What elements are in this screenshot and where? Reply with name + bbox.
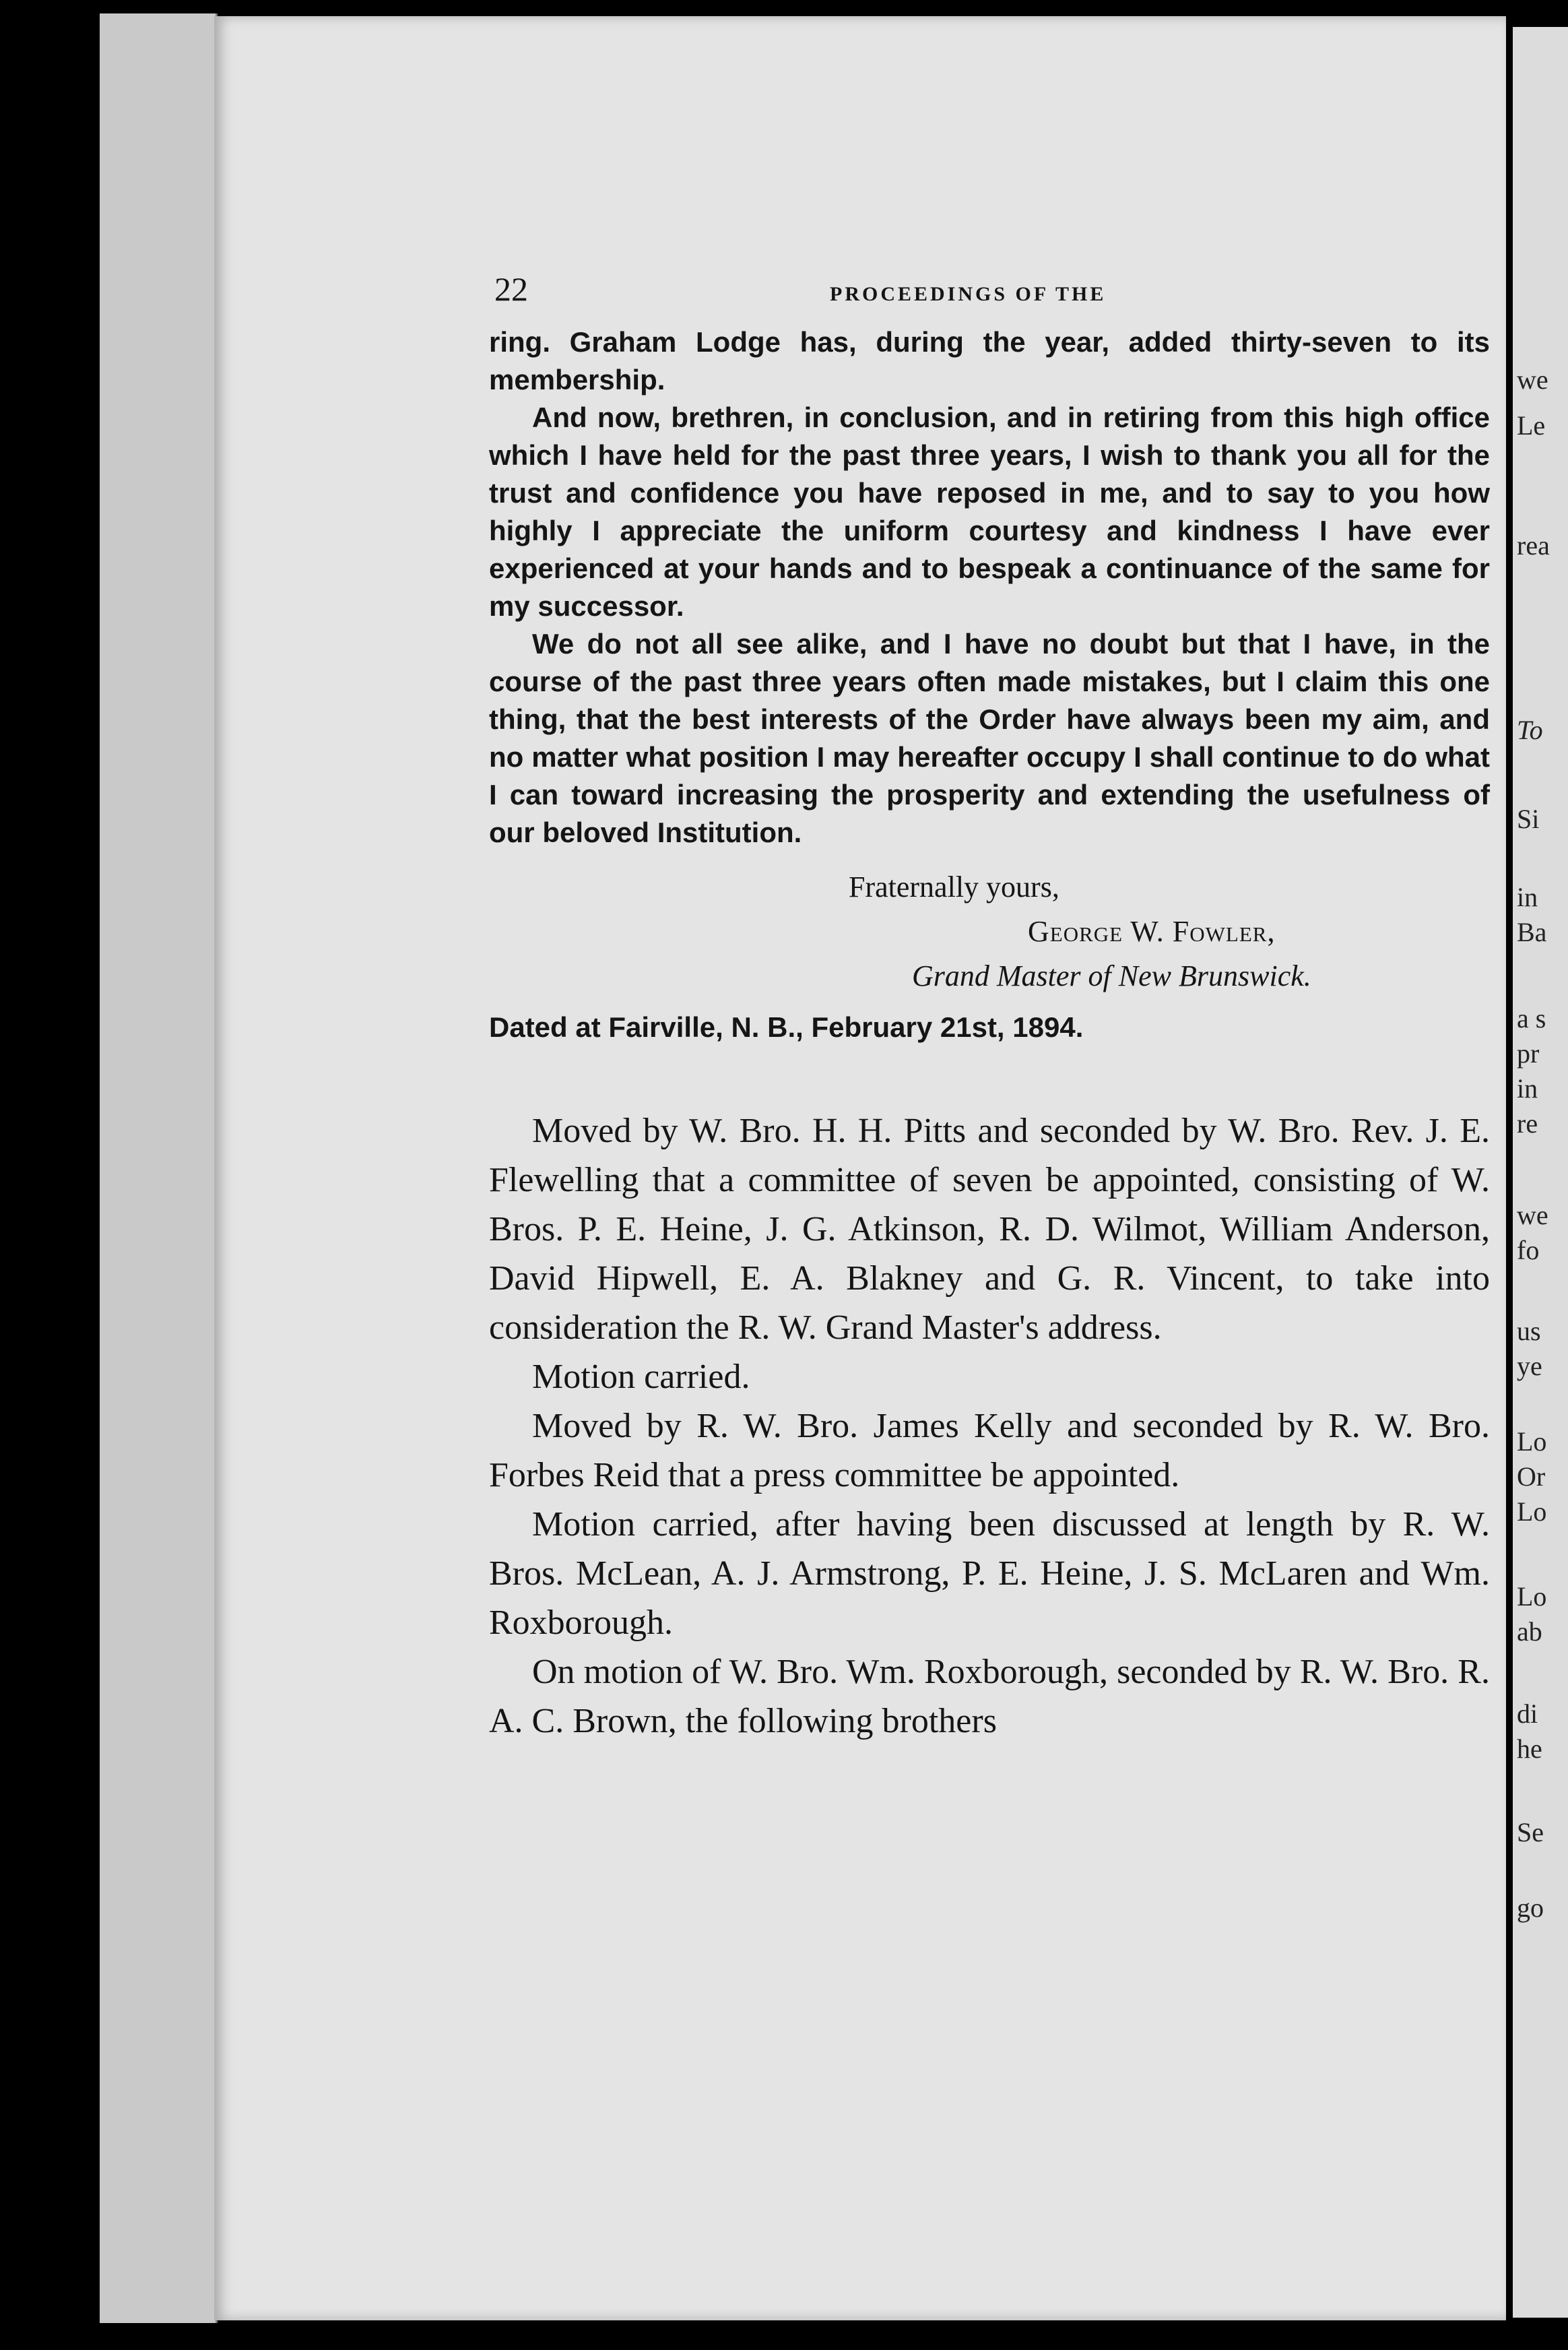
letter-paragraph: ring. Graham Lodge has, during the year, added thirty-seven to its membership. (489, 326, 1490, 395)
facing-page-edge (1513, 27, 1568, 2318)
letter-paragraph: And now, brethren, in conclusion, and in retiring from this high office which I have held for the past three years, I wish to thank you all for the trust and confidence you have reposed in me, and to say to you how highly I appreciate the uniform courtesy and kindness I have ever experienced at your hands and to bespeak a continuance of the same for my successor. (489, 402, 1490, 622)
facing-fragment: Lo (1517, 1496, 1547, 1527)
facing-fragment: we (1517, 1200, 1548, 1230)
page-edge (151, 13, 176, 2323)
facing-fragment: we (1517, 364, 1548, 395)
facing-fragment: Or (1517, 1461, 1546, 1492)
facing-fragment: Lo (1517, 1581, 1547, 1612)
facing-fragment: Ba (1517, 917, 1547, 947)
facing-fragment: re (1517, 1108, 1538, 1139)
facing-fragment: Se (1517, 1817, 1544, 1847)
letter-paragraph: We do not all see alike, and I have no doubt but that I have, in the course of the past three years often made mistakes, but I claim this one thing, that the best interests of the Order have always been my aim, and no matter what position I may hereafter occupy I shall continue to do what I can toward increasing the prosperity and extending the usefulness of our beloved Institution. (489, 628, 1490, 848)
running-title: PROCEEDINGS OF THE (830, 283, 1107, 305)
page-number: 22 (494, 270, 528, 308)
running-head (489, 269, 1490, 323)
page-edge (100, 13, 129, 2323)
facing-fragment: a s (1517, 1003, 1546, 1034)
facing-fragment: he (1517, 1734, 1542, 1764)
closing-salutation: Fraternally yours, (849, 870, 1059, 903)
minutes-paragraph: Motion carried. (532, 1358, 750, 1396)
facing-fragment: rea (1517, 530, 1550, 561)
signature-title: Grand Master of New Brunswick. (912, 959, 1311, 992)
minutes-paragraph: Moved by R. W. Bro. James Kelly and seconded by R. W. Bro. Forbes Reid that a press committee be appointed. (489, 1407, 1490, 1494)
signature-name: George W. Fowler, (1028, 915, 1276, 948)
letter-closing (489, 865, 1490, 998)
facing-fragment: ye (1517, 1351, 1542, 1381)
facing-fragment: To (1517, 715, 1543, 745)
minutes (489, 1106, 1490, 1746)
facing-fragment: Si (1517, 804, 1540, 834)
dated-line: Dated at Fairville, N. B., February 21st, 1894. (489, 1011, 1084, 1043)
grand-master-letter (489, 323, 1490, 852)
minutes-paragraph: Motion carried, after having been discussed at length by R. W. Bros. McLean, A. J. Armstrong, P. E. Heine, J. S. McLaren and Wm. Roxborough. (489, 1505, 1490, 1642)
facing-fragment: pr (1517, 1038, 1540, 1069)
facing-fragment: in (1517, 1073, 1538, 1104)
facing-fragment: us (1517, 1316, 1541, 1346)
page-edge (174, 13, 197, 2323)
page-content (489, 269, 1490, 1746)
minutes-paragraph: Moved by W. Bro. H. H. Pitts and seconded by W. Bro. Rev. J. E. Flewelling that a committee of seven be appointed, consisting of W. Bros. P. E. Heine, J. G. Atkinson, R. D. Wilmot, William Anderson, David Hipwell, E. A. Blakney and G. R. Vincent, to take into consideration the R. W. Grand Master's address. (489, 1112, 1490, 1347)
page-edge (127, 13, 153, 2323)
facing-fragment: ab (1517, 1616, 1542, 1647)
facing-fragment: go (1517, 1893, 1544, 1923)
facing-fragment: fo (1517, 1235, 1540, 1265)
facing-fragment: di (1517, 1698, 1538, 1729)
facing-fragment: in (1517, 882, 1538, 912)
minutes-paragraph: On motion of W. Bro. Wm. Roxborough, seconded by R. W. Bro. R. A. C. Brown, the following brothers (489, 1653, 1490, 1740)
facing-fragment: Lo (1517, 1426, 1547, 1457)
facing-fragment: Le (1517, 410, 1546, 441)
